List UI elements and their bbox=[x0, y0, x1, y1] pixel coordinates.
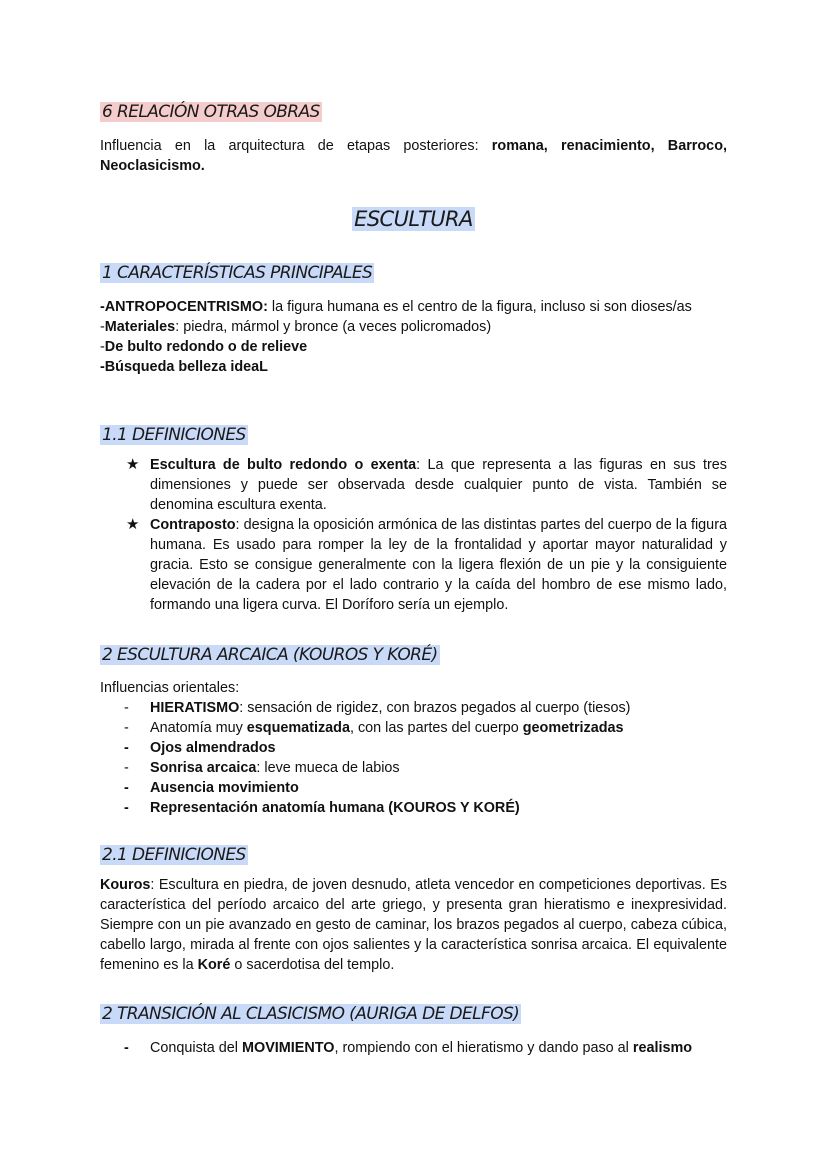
kouros-term: Kouros bbox=[100, 877, 151, 893]
text: Anatomía muy bbox=[150, 720, 247, 736]
text: , con las partes del cuerpo bbox=[349, 720, 523, 736]
list-item bbox=[100, 1038, 727, 1058]
term: Escultura de bulto redondo o exenta bbox=[150, 457, 417, 473]
bold-text: MOVIMIENTO bbox=[242, 1040, 335, 1056]
section-6-bold: romana, renacimiento, Barroco, Neoclasicismo. bbox=[100, 138, 727, 174]
definition: : designa la oposición armónica de las distintas partes del cuerpo de la figura humana. Es usado para romper la ley de la frontalidad y aportar mayor naturalidad y gracia. Esto se consigue generalmente con la ligera flexión de un pie y la consiguiente elevación de la cadera por el lado contrario y la caída del hombro de ese mismo lado, formando una ligera curva. El Doríforo sería un ejemplo. bbox=[150, 517, 727, 613]
kore-text: o sacerdotisa del templo. bbox=[230, 957, 395, 973]
bold-text: HIERATISMO bbox=[150, 700, 240, 716]
dash: - bbox=[124, 800, 129, 816]
list-item bbox=[100, 758, 727, 778]
bold-text: esquematizada bbox=[246, 720, 350, 736]
s21-heading-row bbox=[100, 843, 727, 867]
s1-heading-row bbox=[100, 261, 727, 285]
dash: - bbox=[124, 780, 129, 796]
s11-heading: 1.1 DEFINICIONES bbox=[102, 425, 246, 445]
text: : leve mueca de labios bbox=[256, 760, 400, 776]
s1-list bbox=[100, 297, 727, 377]
s21-paragraph bbox=[100, 875, 727, 975]
bold-text: Ausencia movimiento bbox=[150, 780, 299, 796]
dash: - bbox=[100, 319, 105, 335]
bold-text: Ojos almendrados bbox=[150, 740, 276, 756]
dash: - bbox=[124, 720, 129, 736]
bulto-label: De bulto redondo o de relieve bbox=[104, 339, 308, 355]
dash: - bbox=[124, 740, 129, 756]
main-title: ESCULTURA bbox=[354, 207, 473, 231]
antropocentrismo-label: -ANTROPOCENTRISMO: bbox=[100, 299, 268, 315]
section-6-heading: 6 RELACIÓN OTRAS OBRAS bbox=[102, 102, 320, 122]
s21-heading: 2.1 DEFINICIONES bbox=[102, 845, 246, 865]
star-icon: ★ bbox=[126, 456, 140, 473]
text: , rompiendo con el hieratismo y dando paso al bbox=[334, 1040, 633, 1056]
text: Conquista del bbox=[150, 1040, 243, 1056]
s2-body bbox=[100, 678, 727, 818]
antropocentrismo-text: la figura humana es el centro de la figura, incluso si son dioses/as bbox=[267, 299, 692, 315]
kore-term: Koré bbox=[197, 957, 231, 973]
list-item bbox=[100, 778, 727, 798]
section-6-paragraph bbox=[100, 136, 727, 176]
term: Contraposto bbox=[150, 517, 236, 533]
list-item bbox=[100, 455, 727, 515]
s2-intro: Influencias orientales: bbox=[100, 680, 240, 696]
bold-text: geometrizadas bbox=[522, 720, 624, 736]
materiales-label: Materiales bbox=[104, 319, 176, 335]
list-item bbox=[100, 698, 727, 718]
main-title-row bbox=[100, 205, 727, 233]
s2-heading-row bbox=[100, 643, 727, 667]
s3-heading: 2 TRANSICIÓN AL CLASICISMO (AURIGA DE DELFOS) bbox=[102, 1004, 520, 1024]
materiales-text: : piedra, mármol y bronce (a veces policromados) bbox=[175, 319, 492, 335]
bold-text: realismo bbox=[632, 1040, 693, 1056]
section-6 bbox=[100, 100, 727, 124]
list-item bbox=[100, 718, 727, 738]
s1-heading: 1 CARACTERÍSTICAS PRINCIPALES bbox=[102, 263, 373, 283]
bold-text: Sonrisa arcaica bbox=[150, 760, 257, 776]
s11-list bbox=[100, 455, 727, 615]
list-item bbox=[100, 515, 727, 615]
kouros-text: : Escultura en piedra, de joven desnudo, atleta vencedor en competiciones deportivas. Es característica del período arcaico del arte griego, y presenta gran hieratismo e inexpresividad. Siempre con un pie avanzado en gesto de caminar, los brazos pegados al cuerpo, cabeza cúbica, cabello largo, mirada al frente con ojos salientes y la característica sonrisa arcaica. El equivalente femenino es la bbox=[100, 877, 727, 973]
text: : sensación de rigidez, con brazos pegados al cuerpo (tiesos) bbox=[239, 700, 631, 716]
list-item bbox=[100, 798, 727, 818]
section-6-text: Influencia en la arquitectura de etapas posteriores: bbox=[100, 138, 492, 154]
s11-heading-row bbox=[100, 423, 727, 447]
s3-list bbox=[100, 1038, 727, 1058]
s3-heading-row bbox=[100, 1002, 727, 1026]
bold-text: Representación anatomía humana (KOUROS Y KORÉ) bbox=[150, 800, 520, 816]
dash: - bbox=[124, 1040, 129, 1056]
dash: - bbox=[124, 700, 129, 716]
s2-heading: 2 ESCULTURA ARCAICA (KOUROS Y KORÉ) bbox=[102, 645, 438, 665]
list-item bbox=[100, 738, 727, 758]
definition: : La que representa a las figuras en sus tres dimensiones y puede ser observada desde cualquier punto de vista. También se denomina escultura exenta. bbox=[150, 457, 728, 513]
dash: - bbox=[100, 339, 105, 355]
belleza-label: -Búsqueda belleza ideaL bbox=[100, 359, 268, 375]
dash: - bbox=[124, 760, 129, 776]
star-icon: ★ bbox=[126, 516, 140, 533]
